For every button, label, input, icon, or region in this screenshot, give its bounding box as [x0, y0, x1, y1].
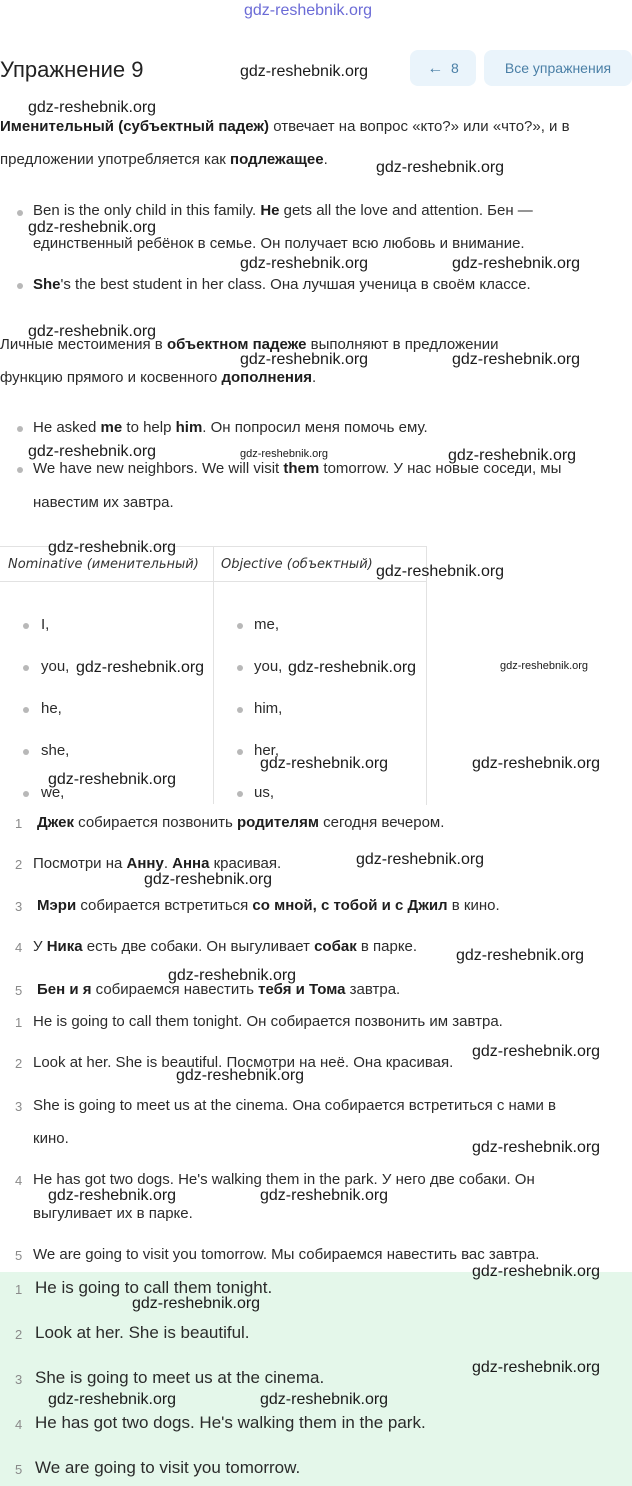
- watermark: gdz-reshebnik.org: [240, 255, 369, 272]
- task-number: 5: [15, 983, 23, 998]
- task-number: 4: [15, 1173, 23, 1188]
- bullet: [17, 426, 23, 432]
- bullet: [17, 283, 23, 289]
- table-cell-nominative: he,: [41, 700, 62, 717]
- task-bold: Мэри: [37, 897, 77, 914]
- watermark: gdz-reshebnik.org: [376, 159, 505, 176]
- translation-line: Look at her. She is beautiful. Посмотри на неё. Она красивая.: [33, 1054, 454, 1071]
- bullet: [17, 210, 23, 216]
- task-text: сегодня вечером.: [318, 814, 445, 831]
- task-text: собирается позвонить: [73, 814, 237, 831]
- example-line: [33, 268, 531, 302]
- answer-line: He has got two dogs. He's walking them in the park.: [35, 1413, 426, 1432]
- task-number: 2: [15, 1056, 23, 1071]
- answer-line: She is going to meet us at the cinema.: [35, 1368, 325, 1387]
- watermark: gdz-reshebnik.org: [260, 1187, 389, 1204]
- bullet: [237, 623, 243, 629]
- translation-line: We are going to visit you tomorrow. Мы собираемся навестить вас завтра.: [33, 1246, 540, 1263]
- watermark: gdz-reshebnik.org: [356, 851, 485, 868]
- table-header-objective: Objective (объектный): [221, 557, 373, 572]
- bullet: [17, 467, 23, 473]
- task-text: есть две собаки. Он выгуливает: [82, 938, 315, 955]
- top-watermark: gdz-reshebnik.org: [244, 2, 373, 19]
- example-text: tomorrow. У нас новые соседи, мы: [319, 460, 562, 477]
- table-header-nominative: Nominative (именительный): [8, 557, 199, 572]
- answer-number: 4: [15, 1417, 23, 1432]
- term-subject: подлежащее: [230, 151, 324, 168]
- example-pronoun: me: [100, 419, 123, 436]
- task-number: 4: [15, 940, 23, 955]
- watermark: gdz-reshebnik.org: [472, 1263, 601, 1280]
- translation-line: He is going to call them tonight. Он собирается позвонить им завтра.: [33, 1013, 503, 1030]
- table-cell-nominative: we,: [41, 784, 65, 801]
- task-text: красивая.: [209, 855, 282, 872]
- answer-line: He is going to call them tonight.: [35, 1278, 273, 1297]
- task-number: 5: [15, 1248, 23, 1263]
- watermark: gdz-reshebnik.org: [500, 660, 589, 672]
- term-object: дополнения: [221, 369, 312, 386]
- watermark: gdz-reshebnik.org: [76, 659, 205, 676]
- table-cell-nominative: I,: [41, 616, 50, 633]
- prev-exercise-number: 8: [450, 60, 459, 76]
- bullet: [23, 623, 29, 629]
- task-bold: собак: [314, 938, 357, 955]
- task-bold: Анну: [126, 855, 164, 872]
- table-header-divider: [0, 581, 426, 582]
- watermark: gdz-reshebnik.org: [48, 1187, 177, 1204]
- watermark: gdz-reshebnik.org: [452, 351, 581, 368]
- table-cell-objective: me,: [254, 616, 280, 633]
- watermark: gdz-reshebnik.org: [48, 1391, 177, 1408]
- answer-number: 3: [15, 1372, 23, 1387]
- watermark: gdz-reshebnik.org: [132, 1295, 261, 1312]
- watermark: gdz-reshebnik.org: [472, 755, 601, 772]
- example-line: навестим их завтра.: [33, 494, 174, 511]
- table-cell-objective: him,: [254, 700, 283, 717]
- task-line: [33, 855, 281, 872]
- term-nominative: Именительный (субъектный падеж): [0, 118, 270, 135]
- task-number: 1: [15, 816, 23, 831]
- translation-line: кино.: [33, 1130, 69, 1147]
- task-text: в парке.: [356, 938, 418, 955]
- answer-line: We are going to visit you tomorrow.: [35, 1458, 301, 1477]
- task-text: .: [163, 855, 173, 872]
- watermark: gdz-reshebnik.org: [240, 63, 369, 80]
- watermark: gdz-reshebnik.org: [472, 1139, 601, 1156]
- bullet: [237, 791, 243, 797]
- table-cell-objective: you,: [254, 658, 283, 675]
- watermark: gdz-reshebnik.org: [472, 1359, 601, 1376]
- task-text: собираемся навестить: [91, 981, 259, 998]
- task-bold: тебя и Тома: [258, 981, 346, 998]
- bullet: [23, 707, 29, 713]
- answer-line: Look at her. She is beautiful.: [35, 1323, 250, 1342]
- intro2-text: .: [311, 369, 317, 386]
- task-number: 1: [15, 1015, 23, 1030]
- intro-paragraph-nominative-line2: [0, 143, 628, 177]
- watermark: gdz-reshebnik.org: [456, 947, 585, 964]
- example-text: He asked: [33, 419, 101, 436]
- task-bold: Бен и я: [37, 981, 92, 998]
- example-text: 's the best student in her class. Она лучшая ученица в своём классе.: [60, 276, 531, 293]
- arrow-left-icon: ←: [427, 60, 444, 77]
- translation-line: He has got two dogs. He's walking them in the park. У него две собаки. Он: [33, 1171, 535, 1188]
- example-pronoun: them: [283, 460, 320, 477]
- watermark: gdz-reshebnik.org: [260, 1391, 389, 1408]
- example-pronoun: him: [175, 419, 203, 436]
- translation-line: выгуливает их в парке.: [33, 1205, 193, 1222]
- answer-number: 2: [15, 1327, 23, 1342]
- all-exercises-button[interactable]: Все упражнения: [484, 50, 632, 86]
- intro2-text: Личные местоимения в: [0, 336, 167, 353]
- bullet: [237, 749, 243, 755]
- task-line: [33, 938, 417, 955]
- example-pronoun: She: [33, 276, 61, 293]
- bullet: [23, 749, 29, 755]
- intro2-text: функцию прямого и косвенного: [0, 369, 222, 386]
- answer-number: 1: [15, 1282, 23, 1297]
- watermark: gdz-reshebnik.org: [28, 99, 157, 116]
- task-number: 3: [15, 899, 23, 914]
- table-cell-nominative: you,: [41, 658, 70, 675]
- intro1-text: отвечает на вопрос «кто?» или «что?», и в: [269, 118, 570, 135]
- table-cell-nominative: she,: [41, 742, 70, 759]
- example-pronoun: He: [260, 202, 280, 219]
- intro1-text2: предложении употребляется как: [0, 151, 231, 168]
- task-text: У: [33, 938, 47, 955]
- bullet: [23, 791, 29, 797]
- page-title: Упражнение 9: [0, 57, 144, 82]
- task-line: [37, 814, 444, 831]
- bullet: [237, 665, 243, 671]
- task-text: Посмотри на: [33, 855, 127, 872]
- watermark: gdz-reshebnik.org: [48, 539, 177, 556]
- bullet: [23, 665, 29, 671]
- example-text: We have new neighbors. We will visit: [33, 460, 284, 477]
- watermark: gdz-reshebnik.org: [176, 1067, 305, 1084]
- task-bold: родителям: [237, 814, 319, 831]
- task-bold: со мной, с тобой и с Джил: [252, 897, 448, 914]
- translation-line: She is going to meet us at the cinema. Она собирается встретиться с нами в: [33, 1097, 556, 1114]
- task-number: 3: [15, 1099, 23, 1114]
- example-text: to help: [122, 419, 176, 436]
- watermark: gdz-reshebnik.org: [376, 563, 505, 580]
- intro2-text: выполняют в предложении: [306, 336, 499, 353]
- answer-number: 5: [15, 1462, 23, 1477]
- watermark: gdz-reshebnik.org: [240, 448, 329, 460]
- watermark: gdz-reshebnik.org: [28, 323, 157, 340]
- watermark: gdz-reshebnik.org: [168, 967, 297, 984]
- watermark: gdz-reshebnik.org: [288, 659, 417, 676]
- example-text: gets all the love and attention. Бен —: [279, 202, 533, 219]
- watermark: gdz-reshebnik.org: [144, 871, 273, 888]
- term-objective: объектном падеже: [166, 336, 307, 353]
- task-text: в кино.: [447, 897, 500, 914]
- task-bold: Джек: [37, 814, 74, 831]
- bullet: [237, 707, 243, 713]
- watermark: gdz-reshebnik.org: [240, 351, 369, 368]
- prev-exercise-button[interactable]: [410, 50, 476, 86]
- table-cell-objective: us,: [254, 784, 275, 801]
- table-cell-objective: her,: [254, 742, 280, 759]
- task-bold: Ника: [46, 938, 83, 955]
- watermark: gdz-reshebnik.org: [28, 443, 157, 460]
- watermark: gdz-reshebnik.org: [448, 447, 577, 464]
- task-text: собирается встретиться: [76, 897, 253, 914]
- intro1-text3: .: [323, 151, 328, 168]
- watermark: gdz-reshebnik.org: [28, 219, 157, 236]
- example-line: [33, 411, 428, 445]
- task-bold: Анна: [172, 855, 210, 872]
- watermark: gdz-reshebnik.org: [472, 1043, 601, 1060]
- table-divider: [213, 546, 214, 804]
- example-line: единственный ребёнок в семье. Он получает всю любовь и внимание.: [33, 235, 525, 252]
- watermark: gdz-reshebnik.org: [260, 755, 389, 772]
- watermark: gdz-reshebnik.org: [48, 771, 177, 788]
- task-text: завтра.: [345, 981, 401, 998]
- watermark: gdz-reshebnik.org: [452, 255, 581, 272]
- task-line: [37, 897, 500, 914]
- example-text: Ben is the only child in this family.: [33, 202, 261, 219]
- example-text: . Он попросил меня помочь ему.: [202, 419, 428, 436]
- task-number: 2: [15, 857, 23, 872]
